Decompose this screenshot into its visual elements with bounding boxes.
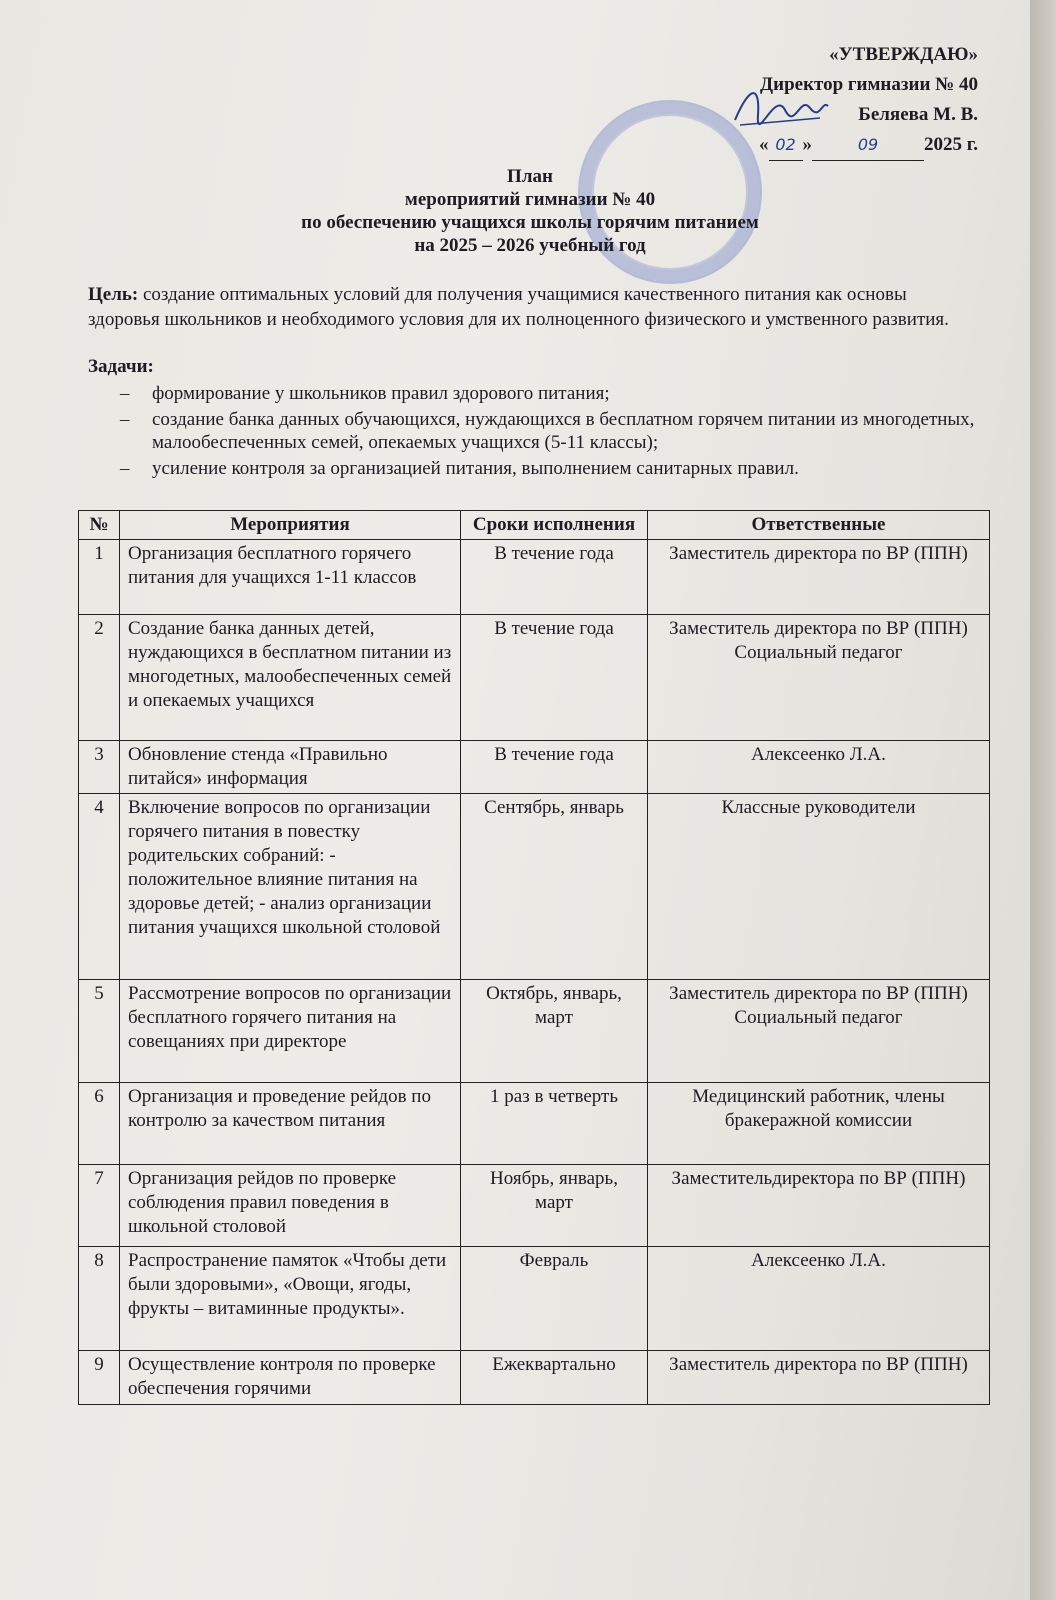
table-row (79, 615, 990, 741)
approval-title: «УТВЕРЖДАЮ» (829, 44, 978, 65)
plan-title-line: мероприятий гимназии № 40 (404, 189, 656, 210)
row-deadline: Сентябрь, январь (461, 794, 648, 980)
header-responsible: Ответственные (648, 511, 990, 540)
row-responsible: Заместитель директора по ВР (ППН) Социальный педагог (648, 615, 990, 741)
row-responsible: Заместитель директора по ВР (ППН) Социальный педагог (648, 980, 990, 1083)
row-deadline: В течение года (461, 741, 648, 794)
header-deadline: Сроки исполнения (461, 511, 648, 540)
plan-title (160, 165, 900, 257)
list-dash: – (120, 409, 130, 430)
table-header-row (79, 511, 990, 540)
date-year: 2025 г. (924, 134, 978, 155)
row-activity: Организация бесплатного горячего питания для учащихся 1-11 классов (120, 540, 461, 615)
row-deadline: Октябрь, январь, март (461, 980, 648, 1083)
row-activity: Организация и проведение рейдов по контролю за качеством питания (120, 1083, 461, 1165)
plan-title-line: по обеспечению учащихся школы горячим питанием (301, 212, 759, 233)
task-text: создание банка данных обучающихся, нуждающихся в бесплатном горячем питании из многодетных, малообеспеченных семей, опекаемых учащихся (5-11 классы); (152, 409, 975, 453)
plan-title-line: на 2025 – 2026 учебный год (414, 235, 646, 256)
row-deadline: Февраль (461, 1247, 648, 1351)
approval-date: « 02 » 09 2025 г. (759, 130, 978, 161)
goal-text: создание оптимальных условий для получения учащимися качественного питания как основы здоровья школьников и необходимого условия для их полноценного физического и умственного развития. (88, 284, 949, 330)
row-responsible: Алексеенко Л.А. (648, 741, 990, 794)
row-activity: Включение вопросов по организации горячего питания в повестку родительских собраний: - положительное влияние питания на здоровье детей; - анализ организации питания учащихся школьной столовой (120, 794, 461, 980)
row-activity: Создание банка данных детей, нуждающихся в бесплатном питании из многодетных, малообеспеченных семей и опекаемых учащихся (120, 615, 461, 741)
row-responsible: Заместитель директора по ВР (ППН) (648, 540, 990, 615)
row-deadline: Ноябрь, январь, март (461, 1165, 648, 1247)
task-item (88, 408, 978, 454)
table-row (79, 1165, 990, 1247)
plan-table (78, 510, 990, 1405)
row-activity: Рассмотрение вопросов по организации бесплатного горячего питания на совещаниях при директоре (120, 980, 461, 1083)
task-item (88, 382, 978, 405)
row-activity: Распространение памяток «Чтобы дети были здоровыми», «Овощи, ягоды, фрукты – витаминные продукты». (120, 1247, 461, 1351)
row-number: 2 (79, 615, 120, 741)
row-activity: Осуществление контроля по проверке обеспечения горячими (120, 1351, 461, 1405)
table-row (79, 1247, 990, 1351)
date-month: 09 (812, 130, 924, 161)
row-responsible: Классные руководители (648, 794, 990, 980)
date-day: 02 (769, 130, 803, 161)
table-row (79, 1083, 990, 1165)
row-responsible: Медицинский работник, члены бракеражной комиссии (648, 1083, 990, 1165)
row-activity: Организация рейдов по проверке соблюдения правил поведения в школьной столовой (120, 1165, 461, 1247)
row-activity: Обновление стенда «Правильно питайся» информация (120, 741, 461, 794)
tasks-list (88, 382, 978, 483)
table-row (79, 980, 990, 1083)
row-deadline: В течение года (461, 615, 648, 741)
list-dash: – (120, 458, 130, 479)
approval-position: Директор гимназии № 40 (760, 74, 978, 95)
row-responsible: Алексеенко Л.А. (648, 1247, 990, 1351)
row-responsible: Заместительдиректора по ВР (ППН) (648, 1165, 990, 1247)
approval-name: Беляева М. В. (858, 104, 978, 125)
row-deadline: 1 раз в четверть (461, 1083, 648, 1165)
goal-label: Цель: (88, 284, 139, 305)
row-number: 4 (79, 794, 120, 980)
row-number: 3 (79, 741, 120, 794)
tasks-heading: Задачи: (88, 356, 154, 377)
row-number: 6 (79, 1083, 120, 1165)
task-item (88, 457, 978, 480)
table-row (79, 741, 990, 794)
goal-paragraph (88, 282, 968, 332)
row-number: 1 (79, 540, 120, 615)
row-responsible: Заместитель директора по ВР (ППН) (648, 1351, 990, 1405)
row-number: 9 (79, 1351, 120, 1405)
page-edge (1030, 0, 1056, 1600)
plan-title-line: План (507, 166, 553, 187)
row-number: 5 (79, 980, 120, 1083)
list-dash: – (120, 383, 130, 404)
header-number: № (79, 511, 120, 540)
row-number: 7 (79, 1165, 120, 1247)
task-text: усиление контроля за организацией питания, выполнением санитарных правил. (152, 458, 799, 479)
row-deadline: Ежеквартально (461, 1351, 648, 1405)
table-row (79, 540, 990, 615)
header-activities: Мероприятия (120, 511, 461, 540)
table-row (79, 1351, 990, 1405)
row-number: 8 (79, 1247, 120, 1351)
approval-block (759, 40, 978, 161)
row-deadline: В течение года (461, 540, 648, 615)
task-text: формирование у школьников правил здорового питания; (152, 383, 610, 404)
table-row (79, 794, 990, 980)
